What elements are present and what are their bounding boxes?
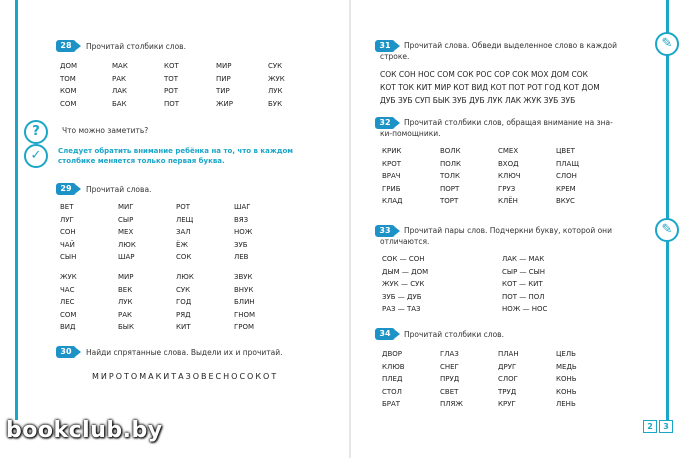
word: РАК [112, 74, 126, 83]
exercise-title: Прочитай слова. Обведи выделенное слово в каждой [404, 41, 617, 50]
word: КРЕМ [556, 184, 576, 193]
word: НОЖ — НОС [502, 305, 548, 313]
word: КОМ [60, 87, 77, 95]
word: КЛАД [382, 197, 403, 205]
word: СЫН [60, 253, 77, 261]
exercise-number: 28 [56, 40, 76, 52]
word: ПОЛК [440, 159, 462, 168]
word: ВЕТ [60, 203, 74, 211]
word: РАЗ — ТАЗ [382, 305, 421, 313]
word: ЗАЛ [176, 228, 191, 236]
word: ШАР [118, 253, 135, 261]
word: КРУГ [498, 400, 516, 408]
word: ЛУГ [60, 215, 74, 224]
word: ТОРТ [440, 197, 459, 205]
word: МИГ [118, 203, 134, 211]
word: ЖУК — СУК [382, 280, 425, 288]
word: ПЛЕД [382, 375, 403, 383]
word: ЖИР [216, 99, 233, 108]
word: СОН [60, 228, 76, 236]
word: БУК [268, 99, 283, 108]
word: ПЛАЩ [556, 159, 579, 168]
word: КЛЮЧ [498, 172, 521, 180]
word: ДЫМ — ДОМ [382, 267, 429, 276]
word-pairs-left [382, 253, 472, 316]
word: СУК [268, 62, 283, 70]
word: ВКУС [556, 197, 575, 205]
word: ЛЮК [118, 240, 136, 249]
word: СЛОГ [498, 375, 518, 383]
word-columns [60, 201, 284, 264]
word: ГОД [176, 298, 192, 306]
pencil-icon: ✎ [655, 32, 679, 56]
word-columns [382, 145, 606, 208]
word: ПЛЯЖ [440, 400, 463, 408]
hidden-words-letters: МИРОТОМАКИТАЗОВЕСНОСОКОТ [92, 372, 279, 381]
word: ПОРТ [440, 184, 460, 193]
word: СОК [176, 253, 192, 261]
checkmark-icon: ✓ [24, 144, 48, 168]
exercise-title: Прочитай столбики слов. [404, 330, 504, 339]
word: ШАГ [234, 203, 251, 211]
word: ТИР [216, 87, 230, 95]
word: ДРУГ [498, 362, 517, 371]
word: СУК [176, 285, 191, 294]
watermark: bookclub.by [6, 418, 163, 443]
word: ТОЛК [440, 172, 461, 180]
word: ЛЕНЬ [556, 400, 576, 408]
word: СНЕГ [440, 362, 459, 371]
word: НОЖ [234, 228, 253, 236]
word: ЛУК [268, 87, 283, 95]
exercise-title: Прочитай слова. [86, 185, 152, 194]
word: КЛЁН [498, 197, 518, 205]
word: ЛЕЩ [176, 215, 194, 224]
word: КОТ [164, 62, 179, 70]
exercise-number: 34 [375, 328, 395, 340]
word: ЦЕЛЬ [556, 350, 576, 358]
word: КОНЬ [556, 387, 577, 396]
word: ЛАК — МАК [502, 255, 545, 263]
exercise-number: 32 [375, 117, 395, 129]
word: МЕХ [118, 228, 134, 236]
page-number: 3 [659, 420, 673, 433]
word: ПЛАН [498, 350, 519, 358]
word: КОНЬ [556, 375, 577, 383]
word: ПОТ [164, 99, 180, 108]
question-mark-icon: ? [24, 120, 48, 144]
word: РЯД [176, 310, 191, 319]
word-line: ДУБ ЗУБ СУП БЫК ЗУБ ДУБ ЛУК ЛАК ЖУК ЗУБ ЗУБ [380, 96, 576, 105]
word: КРОТ [382, 159, 401, 168]
word: ВОЛК [440, 147, 461, 155]
word: РАК [118, 310, 132, 319]
word: КОТ — КИТ [502, 280, 543, 288]
word: БАК [112, 99, 127, 108]
word: ТОТ [164, 74, 179, 83]
exercise-title: Прочитай столбики слов, обращая внимание на зна- [404, 118, 613, 127]
word: МИР [118, 273, 134, 281]
word: СЛОН [556, 172, 577, 180]
word: ЛАК [112, 87, 128, 95]
left-margin-line [15, 0, 18, 420]
right-margin-line [666, 0, 669, 420]
word-columns [382, 348, 606, 411]
word: ВЯЗ [234, 215, 249, 224]
word: ЧАЙ [60, 240, 75, 249]
word: ЛУК [118, 298, 133, 306]
word: ТОМ [60, 74, 76, 83]
exercise-title: Прочитай столбики слов. [86, 42, 186, 51]
word: БРАТ [382, 400, 401, 408]
word: БЫК [118, 323, 134, 331]
word-pairs-right [502, 253, 592, 316]
word: СОК — СОН [382, 255, 425, 263]
exercise-number: 31 [375, 40, 395, 52]
exercise-number: 30 [56, 346, 76, 358]
word: СЫР — СЫН [502, 267, 546, 276]
word: ВРАЧ [382, 172, 401, 180]
exercise-title-cont: строке. [380, 52, 410, 61]
exercise-title: Прочитай пары слов. Подчеркни букву, которой они [404, 226, 612, 235]
word: ЖУК [268, 74, 285, 83]
word: МАК [112, 62, 128, 70]
book-spine [349, 0, 351, 458]
word-line: СОК СОН НОС СОМ СОК РОС СОР СОК МОХ ДОМ СОК [380, 70, 588, 79]
word: БЛИН [234, 298, 255, 306]
word: ГРОМ [234, 323, 255, 331]
word: ДОМ [60, 62, 78, 70]
word: МЕДЬ [556, 362, 577, 371]
word: СТОЛ [382, 387, 402, 396]
word: ВЕК [118, 285, 133, 294]
word: ЗВУК [234, 273, 253, 281]
question-text: Что можно заметить? [62, 126, 149, 135]
word-columns [60, 60, 308, 110]
word: РОТ [164, 87, 179, 95]
word: ПИР [216, 74, 231, 83]
word: ВИД [60, 323, 76, 331]
word: ЗУБ — ДУБ [382, 292, 422, 301]
word: ЧАС [60, 285, 75, 294]
word: ГРУЗ [498, 184, 516, 193]
word: ЛЕС [60, 298, 75, 306]
exercise-title-cont: отличаются. [380, 237, 430, 246]
word-columns [60, 271, 284, 334]
word: ДВОР [382, 350, 403, 358]
word: ПОТ — ПОЛ [502, 292, 545, 301]
word: ЗУБ [234, 240, 248, 249]
word: ГЛАЗ [440, 350, 459, 358]
word: ГНОМ [234, 310, 256, 319]
word: КЛЮВ [382, 362, 405, 371]
word: ЖУК [60, 273, 77, 281]
word: КРИК [382, 147, 402, 155]
teacher-hint: Следует обратить внимание ребёнка на то, что в каждом столбике меняется только первая буква. [58, 147, 294, 165]
page-number: 2 [643, 420, 657, 433]
word: СЫР [118, 215, 134, 224]
word: СОМ [60, 99, 77, 108]
exercise-number: 29 [56, 183, 76, 195]
word: ВНУК [234, 285, 254, 294]
word: ЛЮК [176, 273, 194, 281]
word: ЛЕВ [234, 253, 249, 261]
word: РОТ [176, 203, 191, 211]
pencil-icon: ✎ [655, 218, 679, 242]
word: МИР [216, 62, 232, 70]
word: СОМ [60, 310, 77, 319]
word: СМЕХ [498, 147, 519, 155]
word: ГРИБ [382, 184, 401, 193]
word: ЁЖ [176, 240, 188, 249]
word: ПРУД [440, 375, 460, 383]
exercise-number: 33 [375, 225, 395, 237]
word-line: КОТ ТОК КИТ МИР КОТ ВИД КОТ ПОТ РОТ ГОД КОТ ДОМ [380, 83, 600, 92]
word: КИТ [176, 323, 191, 331]
word: ТРУД [498, 387, 517, 396]
exercise-title: Найди спрятанные слова. Выдели их и прочитай. [86, 348, 283, 357]
word: СВЕТ [440, 387, 459, 396]
word: ВХОД [498, 159, 519, 168]
word: ЦВЕТ [556, 147, 575, 155]
exercise-title-cont: ки-помощники. [380, 129, 441, 138]
